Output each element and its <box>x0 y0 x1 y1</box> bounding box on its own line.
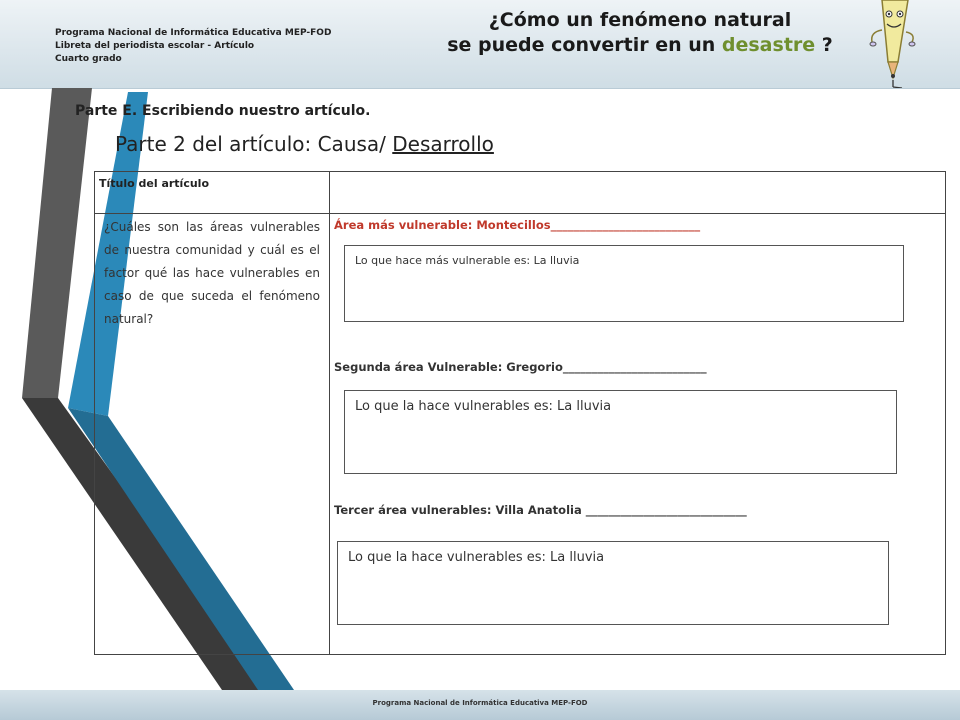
header-program-line: Programa Nacional de Informática Educativa MEP-FOD <box>55 28 332 38</box>
part-cause: Causa/ <box>311 132 393 156</box>
table-row-divider <box>94 213 946 214</box>
part-label: Parte 2 del artículo: <box>115 132 312 156</box>
area-1-answer-box[interactable]: Lo que hace más vulnerable es: La lluvia <box>344 245 904 322</box>
title-line-2-end: ? <box>815 34 833 56</box>
footer-text: Programa Nacional de Informática Educativa MEP-FOD <box>372 699 588 707</box>
footer-bar <box>0 690 960 720</box>
subsection-heading <box>115 132 494 156</box>
area-3-answer-box[interactable]: Lo que la hace vulnerables es: La lluvia <box>337 541 889 625</box>
area-2-answer-box[interactable]: Lo que la hace vulnerables es: La lluvia <box>344 390 897 474</box>
area-2-label: Segunda área Vulnerable: Gregorio_________________________ <box>334 360 707 374</box>
title-accent-word: desastre <box>721 34 816 56</box>
development-link[interactable]: Desarrollo <box>392 132 494 156</box>
area-1-label: Área más vulnerable: Montecillos__________________________ <box>334 218 701 232</box>
area-3-label: Tercer área vulnerables: Villa Anatolia ____________________________ <box>334 503 747 517</box>
header-grade-line: Cuarto grado <box>55 54 122 64</box>
title-line-1: ¿Cómo un fenómeno natural <box>488 9 792 31</box>
section-heading: Parte E. Escribiendo nuestro artículo. <box>75 103 371 119</box>
header-notebook-line: Libreta del periodista escolar - Artículo <box>55 41 255 51</box>
article-title-label: Título del artículo <box>99 177 210 190</box>
table-column-divider <box>329 171 330 655</box>
title-line-2-start: se puede convertir en un <box>447 34 722 56</box>
vulnerable-areas-question: ¿Cuáles son las áreas vulnerables de nuestra comunidad y cuál es el factor qué las hace vulnerables en caso de que suceda el fenómeno natural? <box>104 220 320 326</box>
